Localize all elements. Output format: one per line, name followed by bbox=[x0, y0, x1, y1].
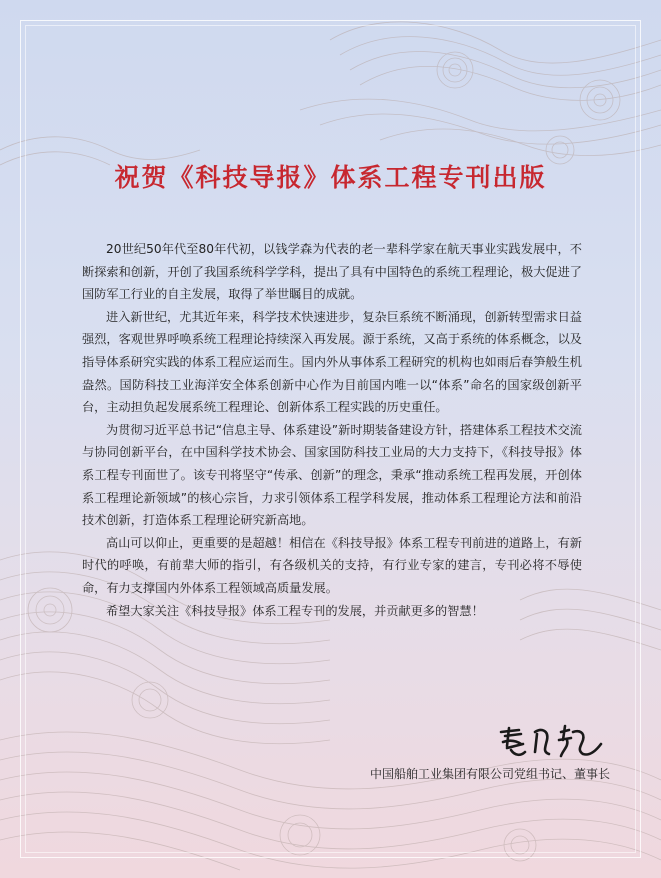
paragraph-2: 进入新世纪，尤其近年来，科学技术快速进步，复杂巨系统不断涌现，创新转型需求日益强烈，客观世界呼唤系统工程理论持续深入再发展。源于系统，又高于系统的体系概念，以及指导体系研究实践的体系工程应运而生。国内外从事体系工程研究的机构也如雨后春笋般生机盎然。国防科技工业海洋安全体系创新中心作为目前国内唯一以“体系”命名的国家级创新平台，主动担负起发展系统工程理论、创新体系工程实践的历史重任。 bbox=[82, 309, 582, 415]
paragraph-5: 希望大家关注《科技导报》体系工程专刊的发展，并贡献更多的智慧！ bbox=[106, 603, 484, 618]
paragraph-3: 为贯彻习近平总书记“信息主导、体系建设”新时期装备建设方针，搭建体系工程技术交流与协同创新平台，在中国科学技术协会、国家国防科技工业局的大力支持下，《科技导报》体系工程专刊面世了。该专刊将坚守“传承、创新”的理念，秉承“推动系统工程再发展，开创体系工程理论新领域”的核心宗旨，力求引领体系工程学科发展，推动体系工程理论方法和前沿技术创新，打造体系工程理论研究新高地。 bbox=[82, 422, 582, 528]
paragraph-4: 高山可以仰止，更重要的是超越！相信在《科技导报》体系工程专刊前进的道路上，有新时代的呼唤，有前辈大师的指引，有各级机关的支持，有行业专家的建言，专刊必将不辱使命，有力支撑国内外体系工程领域高质量发展。 bbox=[82, 535, 582, 595]
handwritten-signature bbox=[497, 722, 607, 762]
paragraph-1: 20世纪50年代至80年代初，以钱学森为代表的老一辈科学家在航天事业实践发展中，不断探索和创新，开创了我国系统科学学科，提出了具有中国特色的系统工程理论，极大促进了国防军工行业的自主发展，取得了举世瞩目的成就。 bbox=[82, 242, 582, 302]
letter-body bbox=[82, 238, 582, 622]
author-affiliation: 中国船舶工业集团有限公司党组书记、董事长 bbox=[369, 767, 610, 781]
letter-title: 祝贺《科技导报》体系工程专刊出版 bbox=[114, 163, 547, 192]
